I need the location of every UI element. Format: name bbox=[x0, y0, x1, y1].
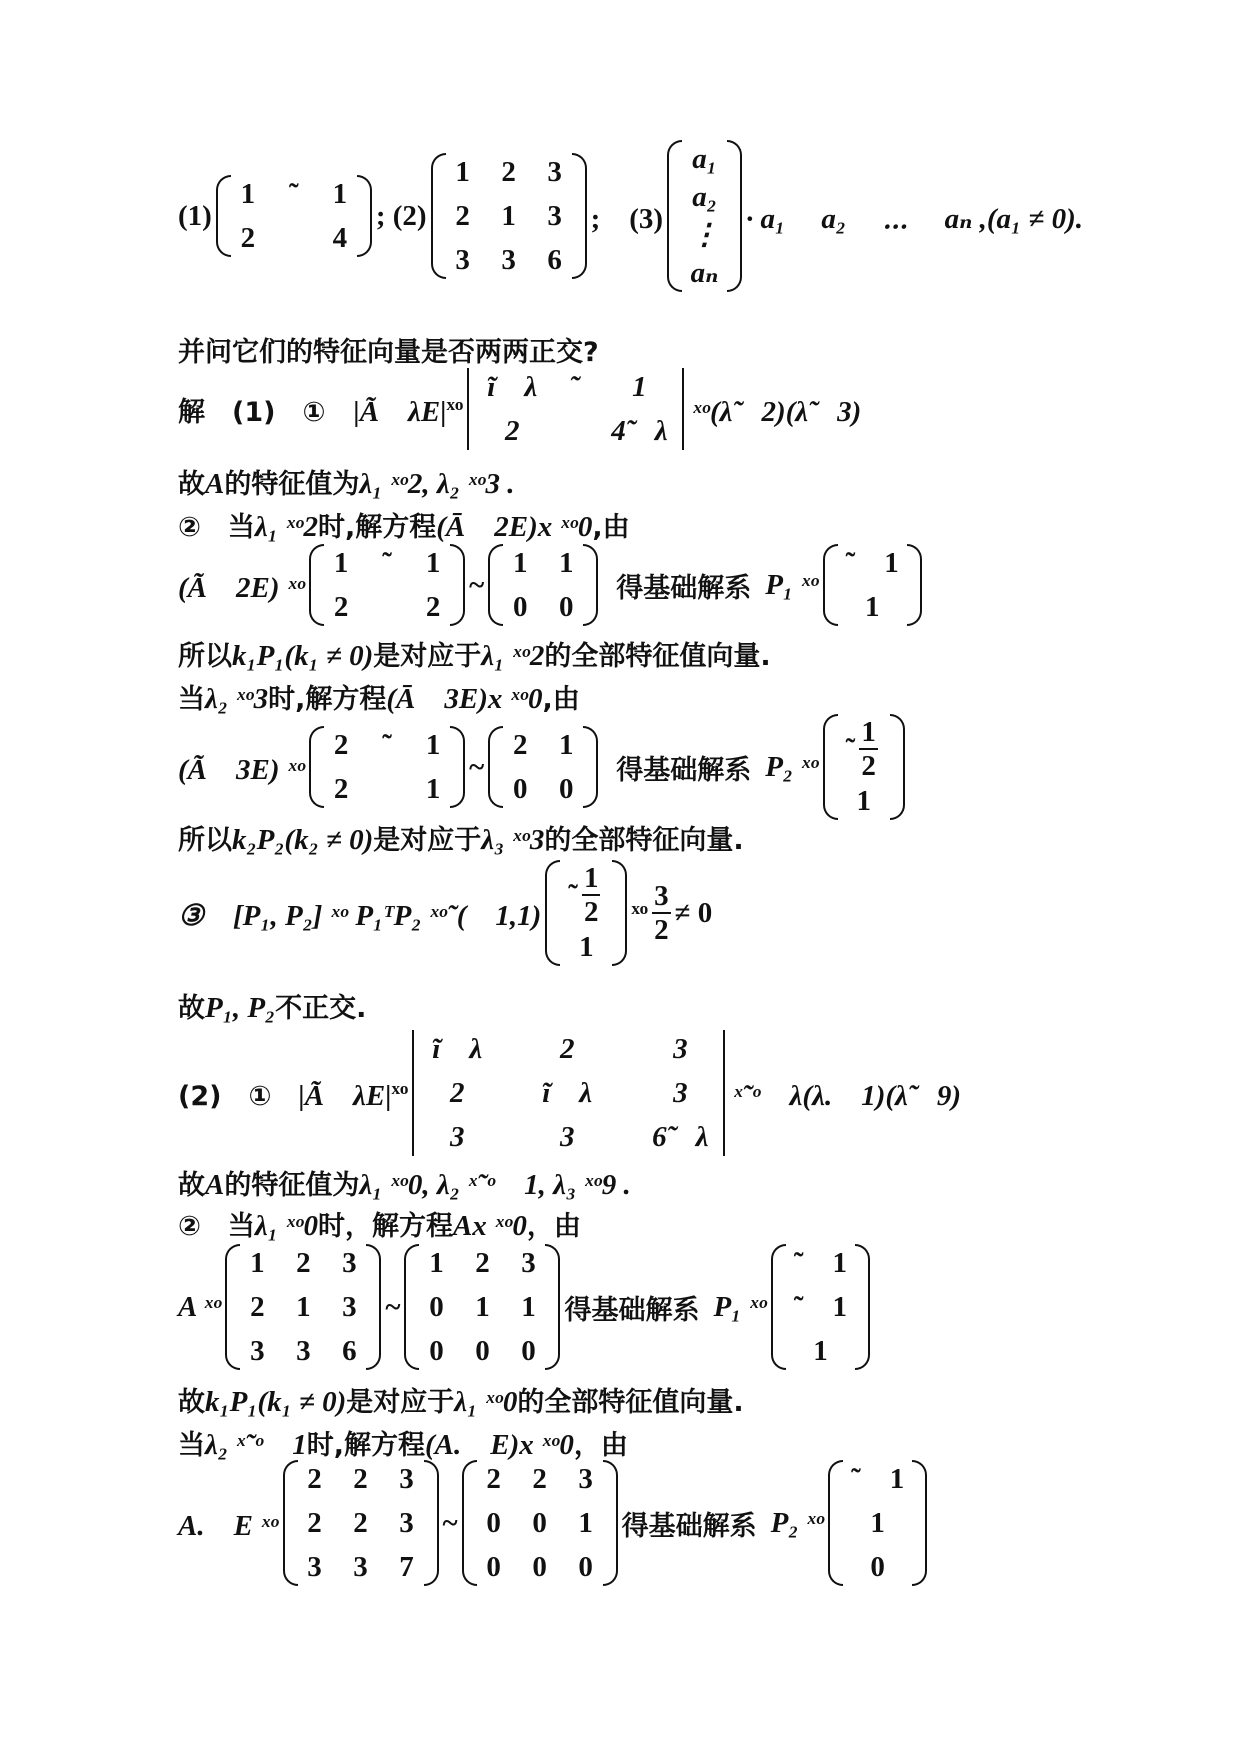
matrix-cell: 3 bbox=[559, 1121, 575, 1153]
vector bbox=[823, 544, 922, 626]
matrix-cell: ˜ 1 bbox=[851, 1463, 905, 1495]
similar-sign: ~ bbox=[469, 568, 485, 601]
vector bbox=[828, 1460, 927, 1586]
left-paren bbox=[462, 1460, 477, 1586]
text: ,由 bbox=[592, 512, 630, 543]
s2-row-reduction-2 bbox=[178, 1460, 1201, 1586]
fraction bbox=[652, 880, 671, 946]
matrix-cell: 1 bbox=[333, 547, 349, 579]
fraction bbox=[859, 716, 878, 782]
matrix-cell: 0 bbox=[870, 1551, 885, 1583]
left-paren bbox=[488, 726, 503, 808]
formula: λ₁ ˣᵒ0 bbox=[454, 1386, 518, 1418]
matrix-cell: ⋮ bbox=[690, 219, 720, 251]
s2-eigvec-1 bbox=[178, 1380, 1201, 1419]
formula: A. E ˣᵒ bbox=[178, 1509, 279, 1542]
text: ② 当 bbox=[178, 1211, 255, 1242]
text: ，由 bbox=[573, 1430, 628, 1461]
left-paren bbox=[309, 544, 324, 626]
matrix bbox=[225, 1244, 381, 1370]
matrix-cell: 2 bbox=[353, 1463, 368, 1495]
matrix-cell: 2 bbox=[333, 773, 349, 805]
vector-body bbox=[786, 1244, 855, 1370]
matrix-cell: ĩ λ bbox=[487, 371, 538, 403]
s2-determinant-body bbox=[424, 1030, 716, 1156]
fraction bbox=[582, 862, 601, 928]
matrix-body bbox=[419, 1244, 545, 1370]
matrix-cell: 3 bbox=[450, 1121, 465, 1153]
matrix-body bbox=[503, 544, 583, 626]
matrix-cell: 0 bbox=[486, 1551, 501, 1583]
s2-case-1 bbox=[178, 1204, 1201, 1243]
matrix-cell bbox=[568, 862, 604, 928]
formula: (Ã 2E) ˣᵒ bbox=[178, 571, 306, 604]
s1-case-2 bbox=[178, 676, 1201, 717]
matrix-cell: 2 bbox=[532, 1463, 547, 1495]
matrix-cell: 1 bbox=[455, 156, 470, 188]
matrix-cell: 3 bbox=[578, 1463, 593, 1495]
matrix-body bbox=[503, 726, 583, 808]
matrix bbox=[309, 544, 465, 626]
right-paren bbox=[603, 1460, 618, 1586]
s1-characteristic-line bbox=[178, 368, 1201, 450]
matrix bbox=[404, 1244, 560, 1370]
text: 故 bbox=[178, 469, 205, 500]
s1-head: 解 (1) ① bbox=[178, 396, 326, 428]
matrix-cell: 3 bbox=[547, 156, 562, 188]
right-paren bbox=[727, 140, 742, 292]
matrix-body bbox=[324, 726, 450, 808]
matrix-cell: 0 bbox=[558, 773, 574, 805]
right-paren bbox=[583, 726, 598, 808]
matrix-cell: 1 bbox=[250, 1247, 265, 1279]
text: ,由 bbox=[542, 684, 580, 715]
eigenvalues: λ₁ ˣᵒ2, λ₂ ˣᵒ3 . bbox=[359, 468, 515, 500]
matrix-cell: ˜ bbox=[382, 547, 392, 579]
s2-detA: |Ã λE| bbox=[298, 1079, 392, 1112]
matrix-cell: 2 bbox=[333, 729, 349, 761]
right-paren bbox=[612, 860, 627, 966]
text: 故 bbox=[178, 1387, 205, 1418]
matrix-cell: 2 bbox=[307, 1463, 322, 1495]
matrix-cell: 1 bbox=[296, 1291, 311, 1323]
formula: (Ā 2E)x ˣᵒ0 bbox=[436, 511, 593, 543]
matrix-cell: 1 bbox=[429, 1247, 444, 1279]
matrix-cell: 2 bbox=[501, 156, 516, 188]
numerator: 1 bbox=[583, 862, 599, 894]
matrix-cell: 1 bbox=[425, 729, 441, 761]
matrix-cell: 2 bbox=[296, 1247, 311, 1279]
matrix-cell: 1 bbox=[501, 200, 516, 232]
matrix-cell: 3 bbox=[353, 1551, 368, 1583]
matrix-cell bbox=[378, 590, 396, 624]
matrix-cell: 6̃ λ bbox=[652, 1121, 709, 1153]
matrix-cell: 2 bbox=[559, 1033, 575, 1065]
matrix-2 bbox=[431, 153, 587, 279]
matrix-cell: ˜ 1 bbox=[793, 1247, 848, 1279]
text: ② 当 bbox=[178, 512, 255, 543]
vector-body bbox=[843, 1460, 912, 1586]
s1-case-1 bbox=[178, 504, 1201, 545]
matrix bbox=[283, 1460, 439, 1586]
matrix-cell: ˜ bbox=[569, 371, 580, 403]
matrix-3-body bbox=[682, 140, 727, 292]
left-paren bbox=[309, 726, 324, 808]
matrix-cell: 3 bbox=[547, 200, 562, 232]
left-paren bbox=[545, 860, 560, 966]
matrix-cell: 0 bbox=[486, 1507, 501, 1539]
formula: P₁ ˣᵒ bbox=[713, 1290, 767, 1323]
s2-eq: ˣᵒ bbox=[391, 1076, 409, 1109]
matrix-cell: 1 bbox=[558, 547, 574, 579]
right-paren bbox=[545, 1244, 560, 1370]
denominator: 2 bbox=[583, 896, 599, 928]
vector bbox=[545, 860, 627, 966]
matrix-cell: 4̃ λ bbox=[611, 415, 668, 447]
matrix-cell: 1 bbox=[578, 1507, 593, 1539]
left-paren bbox=[488, 544, 503, 626]
matrix bbox=[309, 726, 465, 808]
matrix-cell: 3 bbox=[342, 1247, 357, 1279]
matrix-body bbox=[240, 1244, 366, 1370]
matrix bbox=[488, 726, 598, 808]
matrix-cell: 1 bbox=[425, 773, 441, 805]
sign: ˜ bbox=[568, 879, 578, 911]
eigenvalues: λ₁ ˣᵒ0, λ₂ ˣ˜ᵒ 1, λ₃ ˣᵒ9 . bbox=[359, 1169, 631, 1201]
matrix-cell: 3 bbox=[673, 1077, 688, 1109]
right-paren bbox=[450, 726, 465, 808]
s1-detA: |Ã λE| bbox=[353, 395, 447, 428]
text: 的全部特征值向量. bbox=[517, 1387, 744, 1418]
matrix-2-body bbox=[446, 153, 572, 279]
text: 是对应于 bbox=[373, 825, 482, 856]
text: 的全部特征向量. bbox=[544, 825, 744, 856]
text: 故 bbox=[178, 993, 205, 1024]
right-paren bbox=[357, 175, 372, 257]
matrix-cell: 3 bbox=[501, 244, 516, 276]
matrix-cell: 1 bbox=[856, 785, 871, 817]
right-paren bbox=[912, 1460, 927, 1586]
sign: ˜ bbox=[845, 733, 856, 765]
formula: Ax ˣᵒ0 bbox=[452, 1210, 527, 1242]
formula: (Ã 3E) ˣᵒ bbox=[178, 753, 306, 786]
formula: (Ā 3E)x ˣᵒ0 bbox=[386, 683, 543, 715]
matrix-cell: 0 bbox=[429, 1291, 444, 1323]
s2-characteristic-line bbox=[178, 1030, 1201, 1156]
matrix-cell bbox=[285, 221, 303, 255]
matrix-1-body bbox=[231, 175, 357, 257]
right-paren bbox=[572, 153, 587, 279]
right-paren bbox=[583, 544, 598, 626]
left-bar bbox=[467, 368, 473, 450]
matrix-cell: 2 bbox=[505, 415, 520, 447]
text: 的特征值为 bbox=[224, 469, 360, 500]
matrix-cell: 3 bbox=[296, 1335, 311, 1367]
row-vector: · a₁ a₂ ⋯ aₙ ,(a₁ ≠ 0). bbox=[746, 202, 1083, 235]
left-paren bbox=[283, 1460, 298, 1586]
s2-case-2 bbox=[178, 1422, 1201, 1463]
matrix-cell: ˜ bbox=[382, 729, 392, 761]
matrix-cell: 3 bbox=[673, 1033, 688, 1065]
matrix-cell: ˜ 1 bbox=[845, 547, 899, 579]
matrix bbox=[488, 544, 598, 626]
left-paren bbox=[216, 175, 231, 257]
left-paren bbox=[404, 1244, 419, 1370]
matrix-cell: 1 bbox=[425, 547, 441, 579]
matrix-cell: 1 bbox=[579, 931, 594, 963]
symbol: A bbox=[205, 468, 225, 500]
s1-conclusion bbox=[178, 986, 1201, 1025]
matrix-cell: 3 bbox=[521, 1247, 536, 1279]
text: 得基础解系 bbox=[621, 1510, 757, 1542]
formula: P₁, P₂ bbox=[205, 992, 276, 1024]
left-paren bbox=[431, 153, 446, 279]
matrix-cell: 2 bbox=[240, 222, 256, 254]
part-1-label: (1) bbox=[178, 199, 212, 232]
matrix-cell bbox=[565, 414, 583, 448]
text: 是对应于 bbox=[346, 1387, 455, 1418]
matrix-cell: 0 bbox=[532, 1551, 547, 1583]
vector-body bbox=[838, 544, 907, 626]
matrix-cell: 0 bbox=[512, 591, 528, 623]
text: 故 bbox=[178, 1170, 205, 1201]
matrix-cell: 0 bbox=[532, 1507, 547, 1539]
matrix-cell: 1 bbox=[512, 547, 528, 579]
right-bar bbox=[682, 368, 688, 450]
matrix-cell: ĩ λ bbox=[542, 1077, 593, 1109]
matrix-cell: 3 bbox=[342, 1291, 357, 1323]
matrix-3 bbox=[667, 140, 742, 292]
matrix-cell: 1 bbox=[813, 1335, 828, 1367]
matrix-body bbox=[324, 544, 450, 626]
matrix-cell: 2 bbox=[486, 1463, 501, 1495]
text: 时，解方程 bbox=[317, 1211, 453, 1242]
formula: P₂ ˣᵒ bbox=[770, 1506, 825, 1539]
matrix-cell: 0 bbox=[521, 1335, 536, 1367]
matrix-cell: 1 bbox=[332, 178, 348, 210]
equals-sign: ˣᵒ bbox=[631, 896, 649, 929]
s2-row-reduction-1 bbox=[178, 1244, 1201, 1370]
s1-determinant bbox=[467, 368, 687, 450]
matrix-cell: 1 bbox=[864, 591, 880, 623]
matrix-cell: 2 bbox=[455, 200, 470, 232]
s1-determinant-body bbox=[479, 368, 675, 450]
matrix-cell bbox=[378, 772, 396, 806]
formula: P₁ ˣᵒ bbox=[765, 568, 819, 601]
right-paren bbox=[890, 714, 905, 820]
matrix-cell: 2 bbox=[425, 591, 441, 623]
vector-body bbox=[560, 860, 612, 966]
formula: (A. E)x ˣᵒ0 bbox=[425, 1429, 574, 1461]
matrix-cell: 2 bbox=[475, 1247, 490, 1279]
matrix-cell: 1 bbox=[632, 371, 647, 403]
text: 的特征值为 bbox=[224, 1170, 360, 1201]
matrix-cell: 2 bbox=[333, 591, 349, 623]
vector bbox=[823, 714, 905, 820]
matrix-cell: 3 bbox=[399, 1507, 414, 1539]
matrix-cell: 3 bbox=[307, 1551, 322, 1583]
s1-eigenvalues bbox=[178, 462, 1201, 501]
matrix-cell: 2 bbox=[250, 1291, 265, 1323]
left-paren bbox=[667, 140, 682, 292]
formula: A ˣᵒ bbox=[178, 1290, 222, 1323]
text: 得基础解系 bbox=[616, 754, 752, 786]
matrix-cell: 0 bbox=[475, 1335, 490, 1367]
s1-row-reduction-1 bbox=[178, 544, 1201, 626]
formula: k₁P₁(k₁ ≠ 0) bbox=[205, 1386, 347, 1418]
text: 的全部特征值向量. bbox=[544, 641, 771, 672]
similar-sign: ~ bbox=[442, 1506, 458, 1539]
part-2-label: ; (2) bbox=[375, 199, 427, 232]
matrix-cell: 0 bbox=[512, 773, 528, 805]
text: 不正交. bbox=[275, 993, 367, 1024]
s1-eigvec-1 bbox=[178, 634, 1201, 673]
right-paren bbox=[366, 1244, 381, 1370]
matrix-cell: 6 bbox=[342, 1335, 357, 1367]
formula: λ₁ ˣᵒ2 bbox=[481, 640, 545, 672]
matrix-cell: 3 bbox=[399, 1463, 414, 1495]
right-bar bbox=[723, 1030, 729, 1156]
matrix-cell: 0 bbox=[578, 1551, 593, 1583]
s2-eigenvalues bbox=[178, 1162, 1201, 1203]
formula: λ₃ ˣᵒ3 bbox=[481, 824, 545, 856]
right-paren bbox=[424, 1460, 439, 1586]
vector bbox=[771, 1244, 870, 1370]
matrix-cell: 1 bbox=[558, 729, 574, 761]
symbol: A bbox=[205, 1169, 225, 1201]
formula: λ₁ ˣᵒ2 bbox=[254, 511, 318, 543]
matrix-cell: 0 bbox=[429, 1335, 444, 1367]
denominator: 2 bbox=[654, 914, 669, 946]
matrix-cell: 2 bbox=[450, 1077, 465, 1109]
similar-sign: ~ bbox=[385, 1290, 401, 1323]
matrix bbox=[462, 1460, 618, 1586]
numerator: 3 bbox=[654, 880, 669, 912]
text: 时,解方程 bbox=[317, 512, 437, 543]
matrix-cell: ˜ 1 bbox=[793, 1291, 848, 1323]
text: 所以 bbox=[178, 641, 232, 672]
left-paren bbox=[225, 1244, 240, 1370]
right-paren bbox=[907, 544, 922, 626]
s1-eigvec-2 bbox=[178, 818, 1201, 857]
left-paren bbox=[823, 544, 838, 626]
matrix-cell: 3 bbox=[250, 1335, 265, 1367]
s2-head: (2) ① bbox=[178, 1080, 299, 1112]
right-paren bbox=[450, 544, 465, 626]
matrix-cell: 6 bbox=[547, 244, 562, 276]
matrix-cell: 1 bbox=[475, 1291, 490, 1323]
matrix-1 bbox=[216, 175, 372, 257]
matrix-cell: 3 bbox=[455, 244, 470, 276]
numerator: 1 bbox=[861, 716, 876, 748]
s1-char-poly: ˣᵒ(λ̃ 2)(λ̃ 3) bbox=[691, 395, 862, 428]
left-bar bbox=[412, 1030, 418, 1156]
matrix-cell: 2 bbox=[512, 729, 528, 761]
formula: P₂ ˣᵒ bbox=[765, 750, 819, 783]
s2-char-poly: ˣ˜ᵒ λ(λ. 1)(λ̃ 9) bbox=[732, 1079, 962, 1112]
matrix-cell: ˜ bbox=[288, 178, 299, 210]
matrix-cell: 0 bbox=[558, 591, 574, 623]
formula: λ₂ ˣ˜ᵒ 1 bbox=[205, 1429, 307, 1461]
text: 当 bbox=[178, 1430, 205, 1461]
left-paren bbox=[828, 1460, 843, 1586]
s1-eq: ˣᵒ bbox=[446, 392, 464, 425]
matrix-cell: 1 bbox=[870, 1507, 885, 1539]
formula: ③ [P₁, P₂] ˣᵒ P₁ᵀP₂ ˣᵒ˜( 1,1) bbox=[178, 899, 542, 932]
denominator: 2 bbox=[861, 750, 876, 782]
formula: λ₂ ˣᵒ3 bbox=[205, 683, 269, 715]
matrix-cell: aₙ bbox=[690, 257, 719, 289]
s2-determinant bbox=[412, 1030, 728, 1156]
text: 得基础解系 bbox=[564, 1294, 700, 1326]
matrix-cell: 1 bbox=[521, 1291, 536, 1323]
part-3-label: ; (3) bbox=[590, 202, 664, 235]
formula: k₁P₁(k₁ ≠ 0) bbox=[232, 640, 374, 672]
matrix-cell: a₂ bbox=[692, 181, 717, 213]
matrix-cell bbox=[846, 716, 882, 782]
text: 得基础解系 bbox=[616, 572, 752, 604]
matrix-cell: 2 bbox=[307, 1507, 322, 1539]
left-paren bbox=[771, 1244, 786, 1370]
formula: ≠ 0 bbox=[674, 896, 713, 929]
s1-inner-product bbox=[178, 860, 1201, 966]
s1-row-reduction-2 bbox=[178, 714, 1201, 820]
text: 时,解方程 bbox=[268, 684, 387, 715]
formula: λ₁ ˣᵒ0 bbox=[254, 1210, 318, 1242]
formula: k₂P₂(k₂ ≠ 0) bbox=[232, 824, 374, 856]
question-text: 并问它们的特征向量是否两两正交? bbox=[178, 337, 599, 368]
text: 时,解方程 bbox=[306, 1430, 426, 1461]
problem-line bbox=[178, 140, 1201, 292]
text: 当 bbox=[178, 684, 205, 715]
similar-sign: ~ bbox=[469, 750, 485, 783]
left-paren bbox=[823, 714, 838, 820]
text: ，由 bbox=[526, 1211, 581, 1242]
matrix-cell: ĩ λ bbox=[432, 1033, 483, 1065]
vector-body bbox=[838, 714, 890, 820]
right-paren bbox=[855, 1244, 870, 1370]
matrix-cell: 7 bbox=[399, 1551, 414, 1583]
matrix-cell: 4 bbox=[332, 222, 348, 254]
text: 是对应于 bbox=[373, 641, 482, 672]
matrix-cell: 1 bbox=[240, 178, 256, 210]
matrix-body bbox=[477, 1460, 603, 1586]
matrix-cell: 2 bbox=[353, 1507, 368, 1539]
matrix-cell: a₁ bbox=[692, 143, 717, 175]
text: 所以 bbox=[178, 825, 232, 856]
matrix-body bbox=[298, 1460, 424, 1586]
